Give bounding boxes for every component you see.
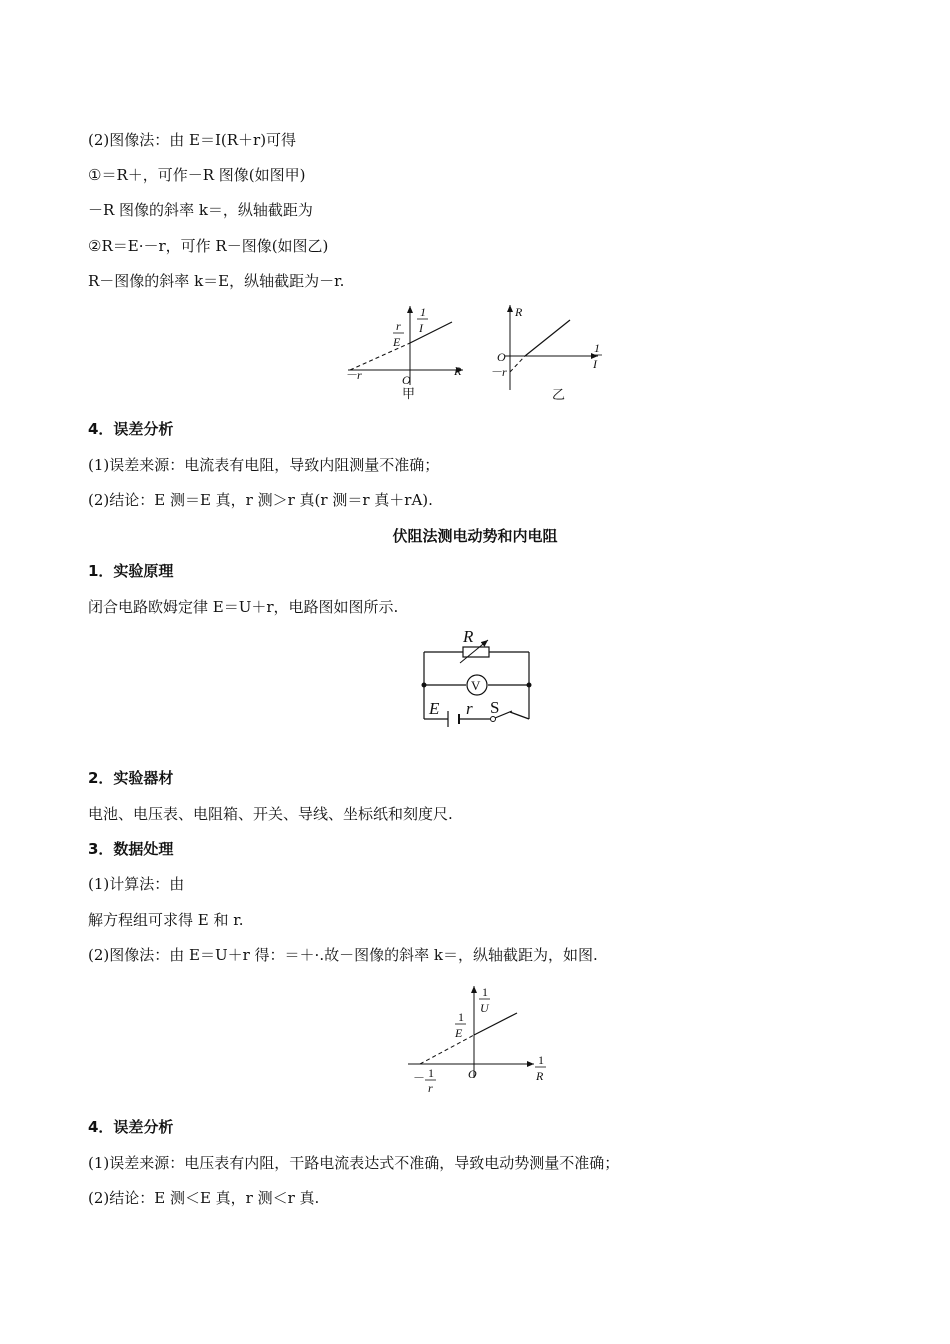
heading-principle: 1．实验原理 (88, 562, 174, 580)
x-label: R (454, 364, 462, 378)
y-label-den: I (419, 321, 423, 335)
heading-data-processing: 3．数据处理 (88, 840, 174, 858)
intercept-den: E (393, 335, 401, 349)
neg-sign: － (413, 1071, 426, 1085)
text-line: 解方程组可求得 E 和 r. (88, 911, 244, 929)
heading-error-analysis: 4．误差分析 (88, 420, 174, 438)
heading-equipment: 2．实验器材 (88, 769, 174, 787)
text-line: (2)结论：E 测＝E 真，r 测＞r 真(r 测＝r 真＋rA). (88, 491, 433, 509)
extrapolation-dashed-line (420, 1035, 474, 1064)
section-title: 伏阻法测电动势和内电阻 (392, 527, 558, 545)
x-label-num: 1 (538, 1053, 544, 1067)
text-line: ①＝R＋，可作－R 图像(如图甲) (88, 166, 306, 184)
heading-error-analysis-2: 4．误差分析 (88, 1118, 174, 1136)
text-line: (1)误差来源：电流表有电阻，导致内阻测量不准确； (88, 456, 440, 474)
neg-label-num: 1 (428, 1066, 434, 1080)
neg-r-label: －r (490, 365, 507, 379)
text-line: (1)计算法：由 (88, 875, 185, 893)
text-line: 闭合电路欧姆定律 E＝U＋r，电路图如图所示. (88, 598, 399, 616)
intercept-den: E (455, 1026, 463, 1040)
text-line: 电池、电压表、电阻箱、开关、导线、坐标纸和刻度尺. (88, 805, 453, 823)
x-label-den: I (593, 357, 597, 371)
y-label: R (515, 305, 523, 319)
internal-r-label: r (466, 699, 473, 718)
intercept-num: r (396, 319, 401, 333)
neg-label-den: r (428, 1081, 433, 1095)
text-line: ②R＝E·－r，可作 R－图像(如图乙) (88, 237, 329, 255)
voltmeter-label: V (471, 678, 481, 693)
text-line: R－图像的斜率 k＝E，纵轴截距为－r. (88, 272, 345, 290)
emf-label: E (429, 699, 440, 718)
text-line: (2)图像法：由 E＝U＋r 得：＝＋·.故－图像的斜率 k＝，纵轴截距为，如图. (88, 946, 598, 964)
origin-label: O (497, 350, 506, 364)
text-line: (1)误差来源：电压表有内阻，干路电流表达式不准确，导致电动势测量不准确； (88, 1154, 620, 1172)
y-label-den: U (480, 1001, 489, 1015)
switch-label: S (490, 698, 500, 717)
text-line: －R 图像的斜率 k＝，纵轴截距为 (88, 201, 313, 219)
text-line: (2)结论：E 测＜E 真，r 测＜r 真. (88, 1189, 320, 1207)
resistor-label: R (463, 627, 474, 646)
y-label-num: 1 (482, 985, 488, 999)
caption-yi: 乙 (552, 387, 566, 402)
origin-label: O (402, 373, 411, 387)
origin-label: O (468, 1067, 477, 1081)
caption-jia: 甲 (402, 386, 416, 401)
intercept-num: 1 (458, 1010, 464, 1024)
text-line: (2)图像法：由 E＝I(R＋r)可得 (88, 131, 297, 149)
x-label-num: 1 (594, 341, 600, 355)
graph-line (474, 1013, 517, 1035)
y-label-num: 1 (420, 305, 426, 319)
neg-r-label: －r (345, 368, 362, 382)
x-label-den: R (536, 1069, 544, 1083)
